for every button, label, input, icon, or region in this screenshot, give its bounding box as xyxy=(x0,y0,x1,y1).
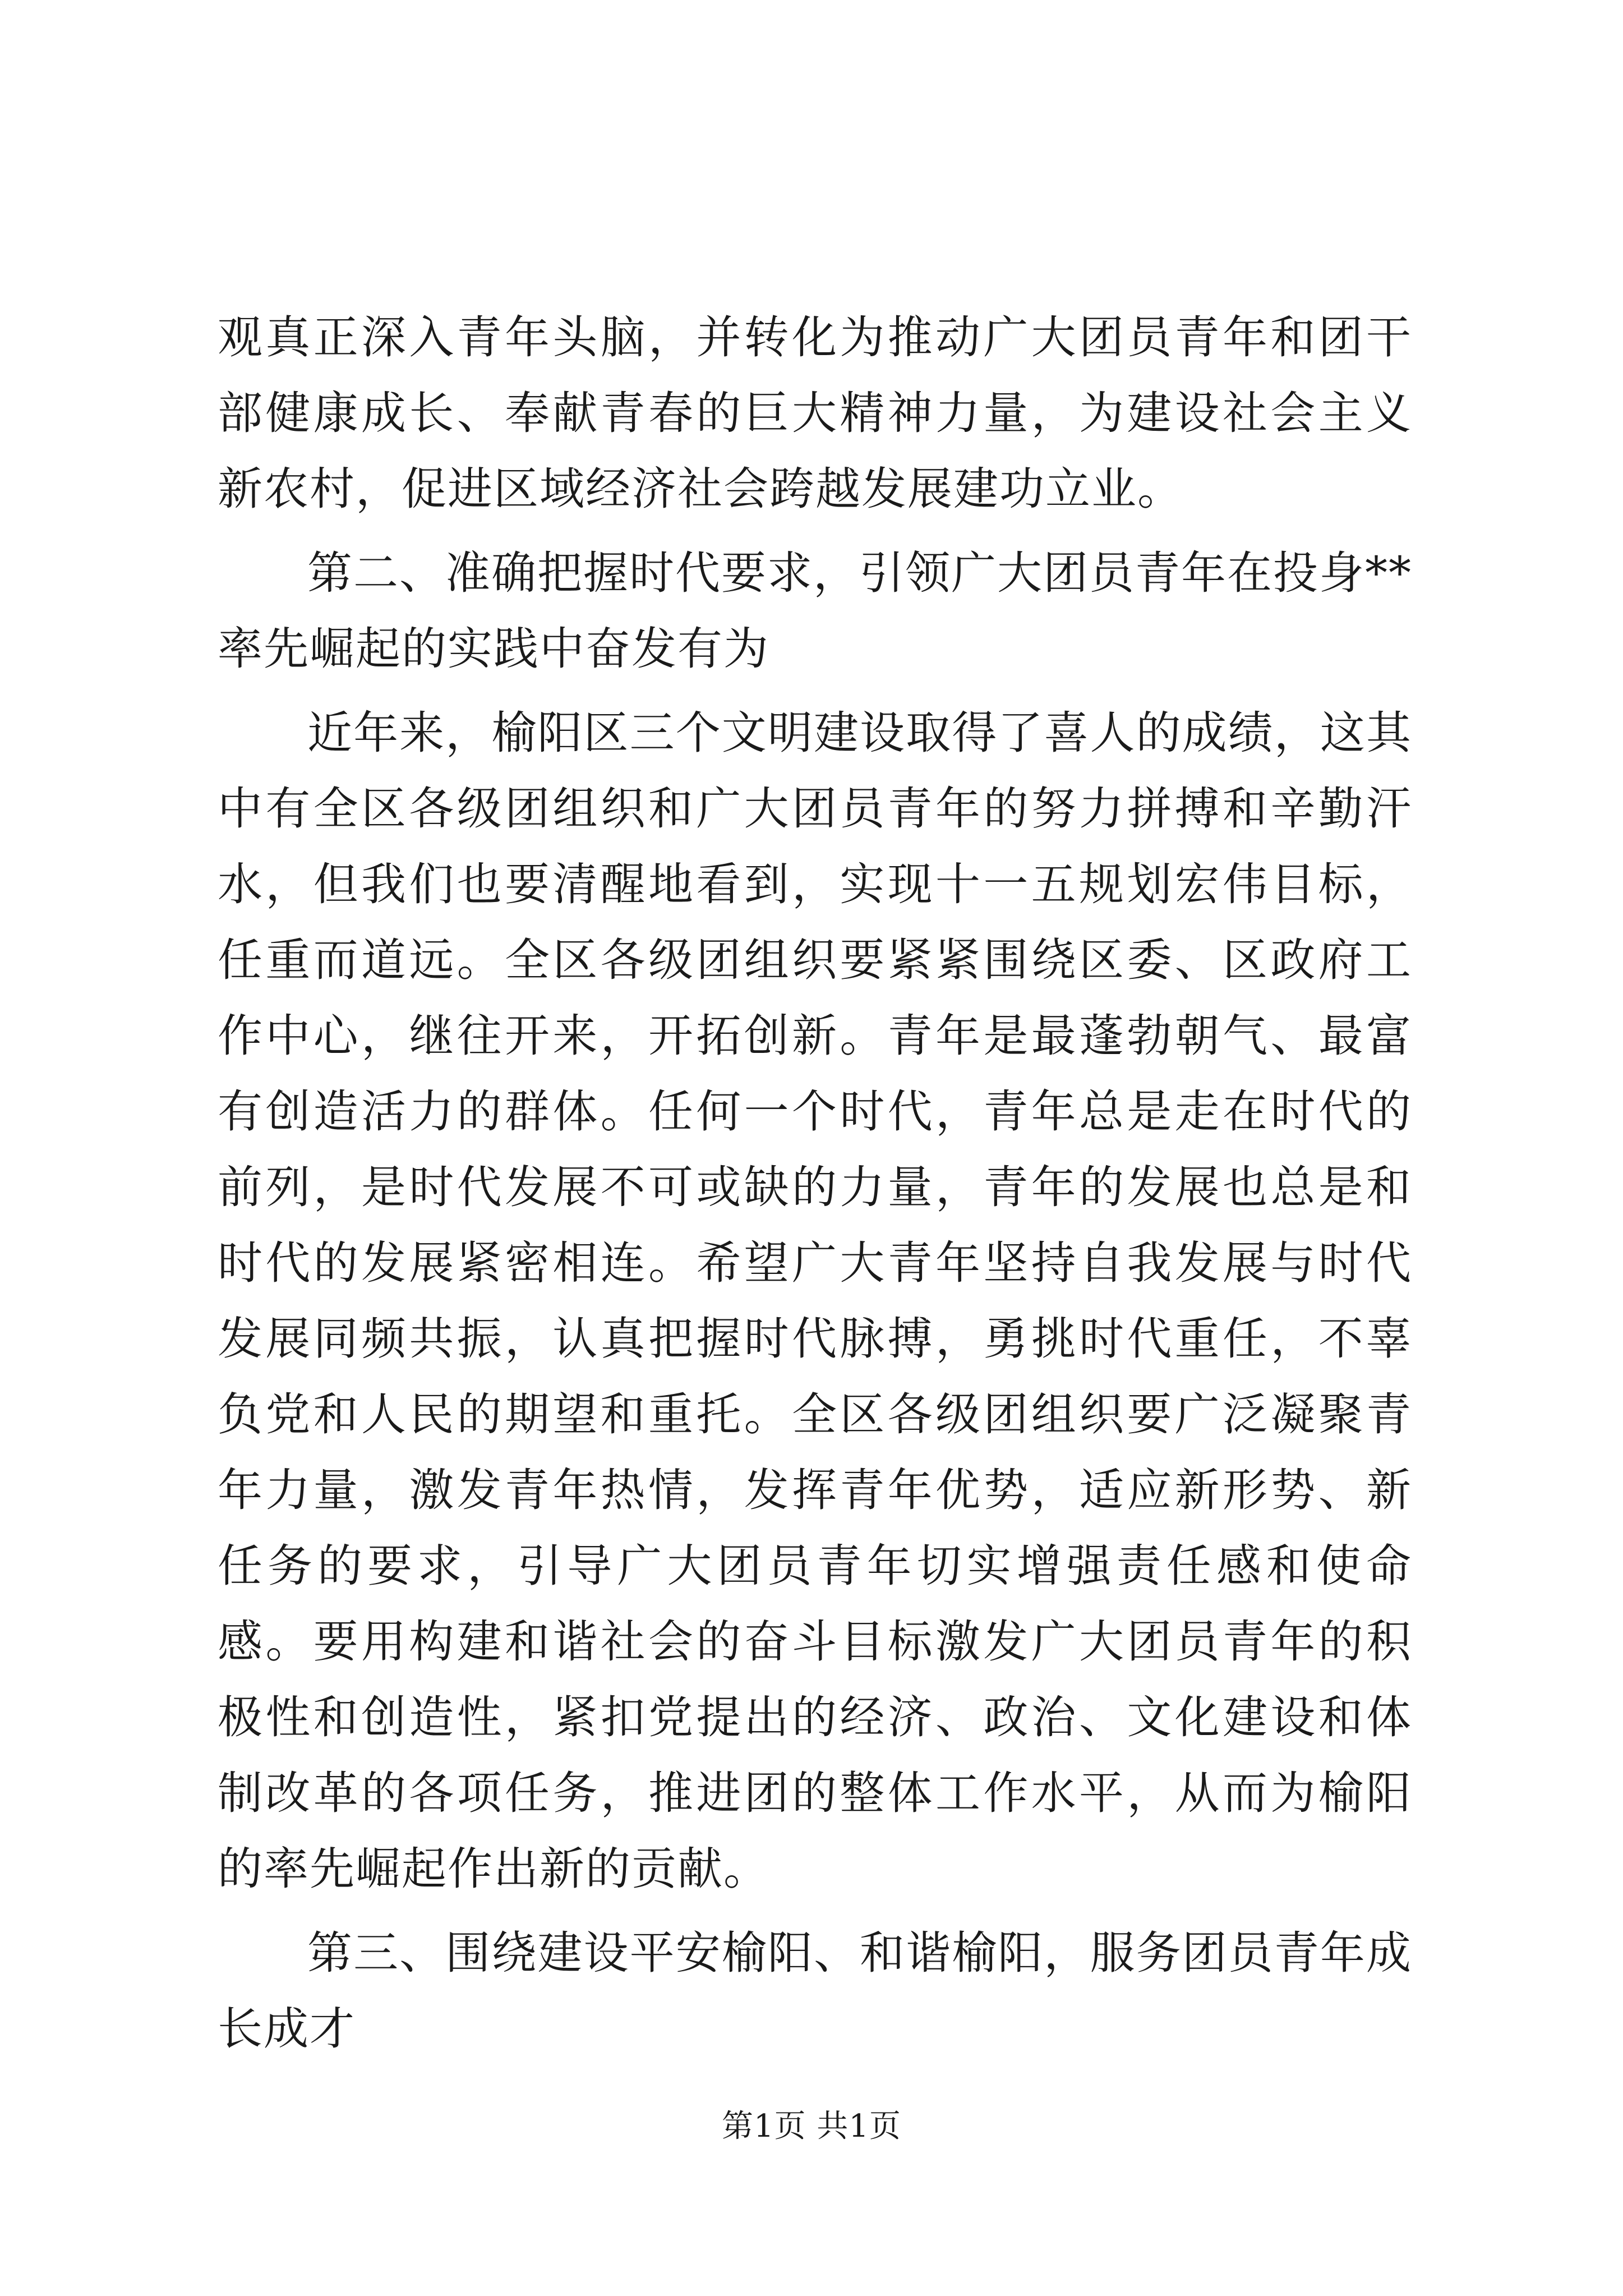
paragraph-body: 近年来，榆阳区三个文明建设取得了喜人的成绩，这其中有全区各级团组织和广大团员青年的努力拼搏和辛勤汗水，但我们也要清醒地看到，实现十一五规划宏伟目标，任重而道远。全区各级团组织要紧紧围绕区委、区政府工作中心，继往开来，开拓创新。青年是最蓬勃朝气、最富有创造活力的群体。任何一个时代，青年总是走在时代的前列，是时代发展不可或缺的力量，青年的发展也总是和时代的发展紧密相连。希望广大青年坚持自我发展与时代发展同频共振，认真把握时代脉搏，勇挑时代重任，不辜负党和人民的期望和重托。全区各级团组织要广泛凝聚青年力量，激发青年热情，发挥青年优势，适应新形势、新任务的要求，引导广大团员青年切实增强责任感和使命感。要用构建和谐社会的奋斗目标激发广大团员青年的积极性和创造性，紧扣党提出的经济、政治、文化建设和体制改革的各项任务，推进团的整体工作水平，从而为榆阳的率先崛起作出新的贡献。 xyxy=(218,707,1412,1895)
document-body xyxy=(218,300,1412,2067)
page-footer: 第1页 共1页 xyxy=(721,2108,902,2145)
paragraph-continuation: 观真正深入青年头脑，并转化为推动广大团员青年和团干部健康成长、奉献青春的巨大精神力量，为建设社会主义新农村，促进区域经济社会跨越发展建功立业。 xyxy=(218,311,1412,515)
section-heading-2: 第二、准确把握时代要求，引领广大团员青年在投身**率先崛起的实践中奋发有为 xyxy=(218,547,1412,675)
section-heading-3: 第三、围绕建设平安榆阳、和谐榆阳，服务团员青年成长成才 xyxy=(218,1927,1412,2055)
